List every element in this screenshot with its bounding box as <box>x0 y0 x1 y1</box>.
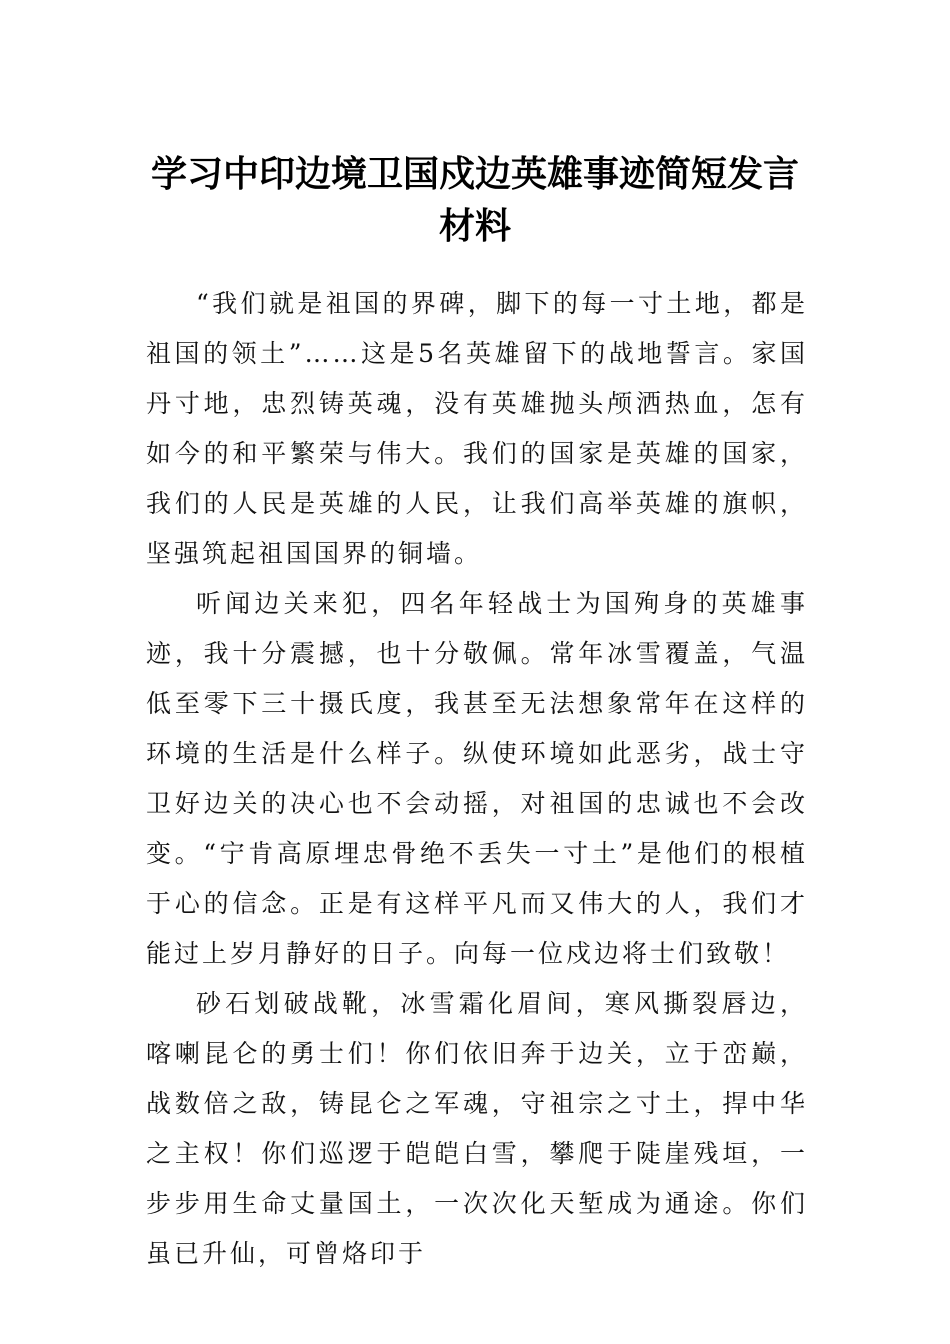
document-body <box>146 279 808 1279</box>
paragraph-3: 砂石划破战靴，冰雪霜化眉间，寒风撕裂唇边，喀喇昆仑的勇士们！你们依旧奔于边关，立于峦巅，战数倍之敌，铸昆仑之军魂，守祖宗之寸土，捍中华之主权！你们巡逻于皑皑白雪，攀爬于陡崖残垣，一步步用生命丈量国土，一次次化天堑成为通途。你们虽已升仙，可曾烙印于 <box>146 989 808 1268</box>
paragraph-2: 听闻边关来犯，四名年轻战士为国殉身的英雄事迹，我十分震撼，也十分敬佩。常年冰雪覆盖，气温低至零下三十摄氏度，我甚至无法想象常年在这样的环境的生活是什么样子。纵使环境如此恶劣，战士守卫好边关的决心也不会动摇，对祖国的忠诚也不会改变。“宁肯高原埋忠骨绝不丢失一寸土”是他们的根植于心的信念。正是有这样平凡而又伟大的人，我们才能过上岁月静好的日子。向每一位戍边将士们致敬！ <box>146 589 808 968</box>
document-title: 学习中印边境卫国戍边英雄事迹简短发言材料 <box>150 153 799 247</box>
paragraph-1: “我们就是祖国的界碑，脚下的每一寸土地，都是祖国的领土”……这是5名英雄留下的战地誓言。家国丹寸地，忠烈铸英魂，没有英雄抛头颅洒热血，怎有如今的和平繁荣与伟大。我们的国家是英雄的国家，我们的人民是英雄的人民，让我们高举英雄的旗帜，坚强筑起祖国国界的铜墙。 <box>146 289 808 568</box>
